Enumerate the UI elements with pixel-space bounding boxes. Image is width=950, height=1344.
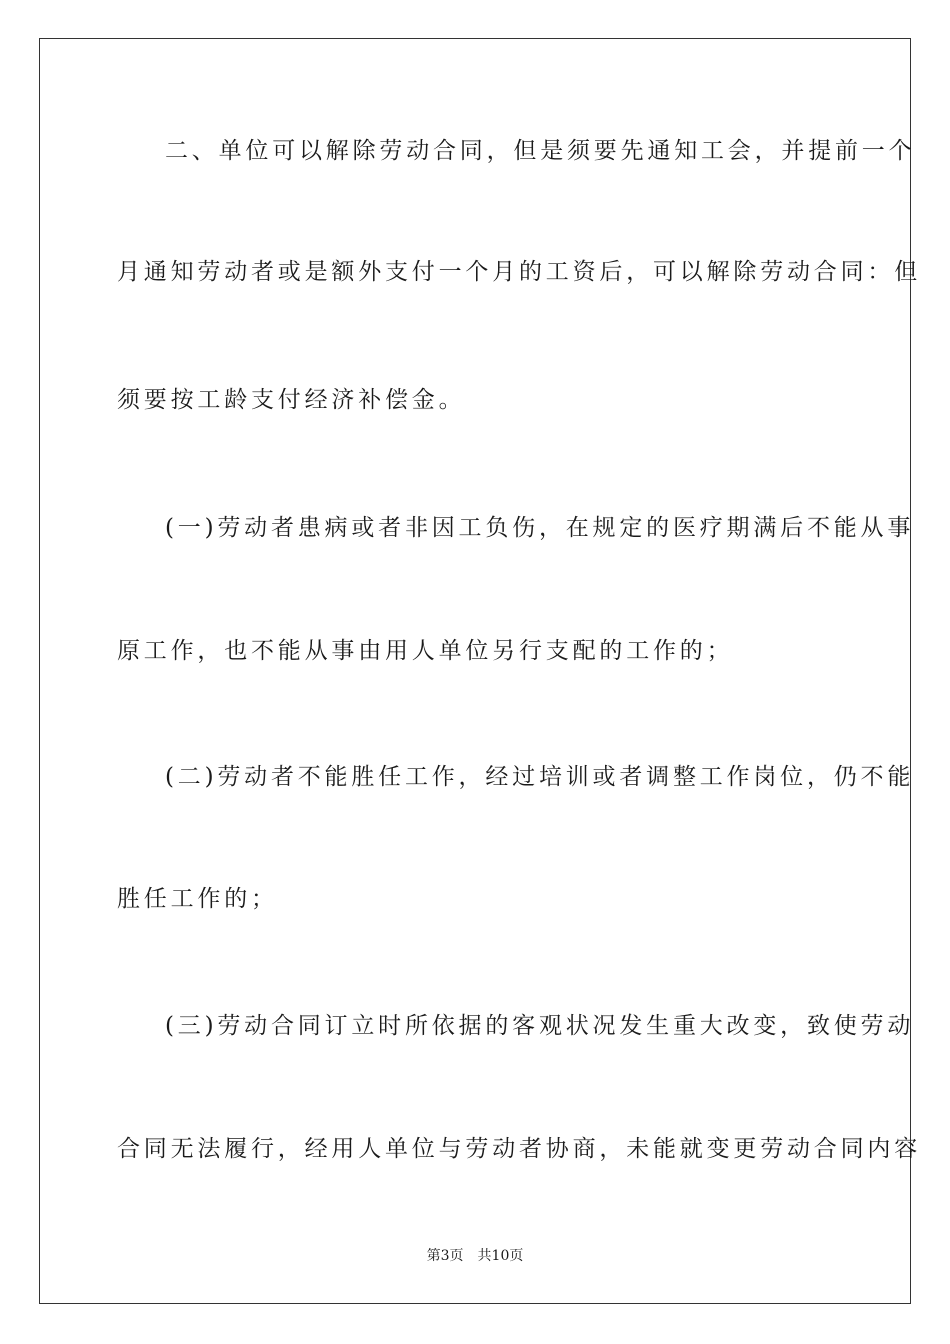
text-line-7: 胜任工作的； (117, 886, 278, 912)
page-footer (0, 1247, 950, 1265)
text-line-1: 二、单位可以解除劳动合同，但是须要先通知工会，并提前一个 (165, 138, 916, 164)
text-line-2: 月通知劳动者或是额外支付一个月的工资后，可以解除劳动合同：但 (117, 259, 921, 285)
text-line-9: 合同无法履行，经用人单位与劳动者协商，未能就变更劳动合同内容 (117, 1136, 921, 1162)
text-line-6: (二)劳动者不能胜任工作，经过培训或者调整工作岗位，仍不能 (165, 764, 915, 790)
text-line-4: (一)劳动者患病或者非因工负伤，在规定的医疗期满后不能从事 (165, 515, 915, 541)
text-line-3: 须要按工龄支付经济补偿金。 (117, 387, 466, 413)
page-frame (39, 38, 921, 1304)
text-line-5: 原工作，也不能从事由用人单位另行支配的工作的； (117, 638, 734, 664)
page-number: 第3页 (426, 1248, 464, 1264)
page-total: 共10页 (477, 1248, 524, 1264)
text-line-8: (三)劳动合同订立时所依据的客观状况发生重大改变，致使劳动 (165, 1013, 915, 1039)
